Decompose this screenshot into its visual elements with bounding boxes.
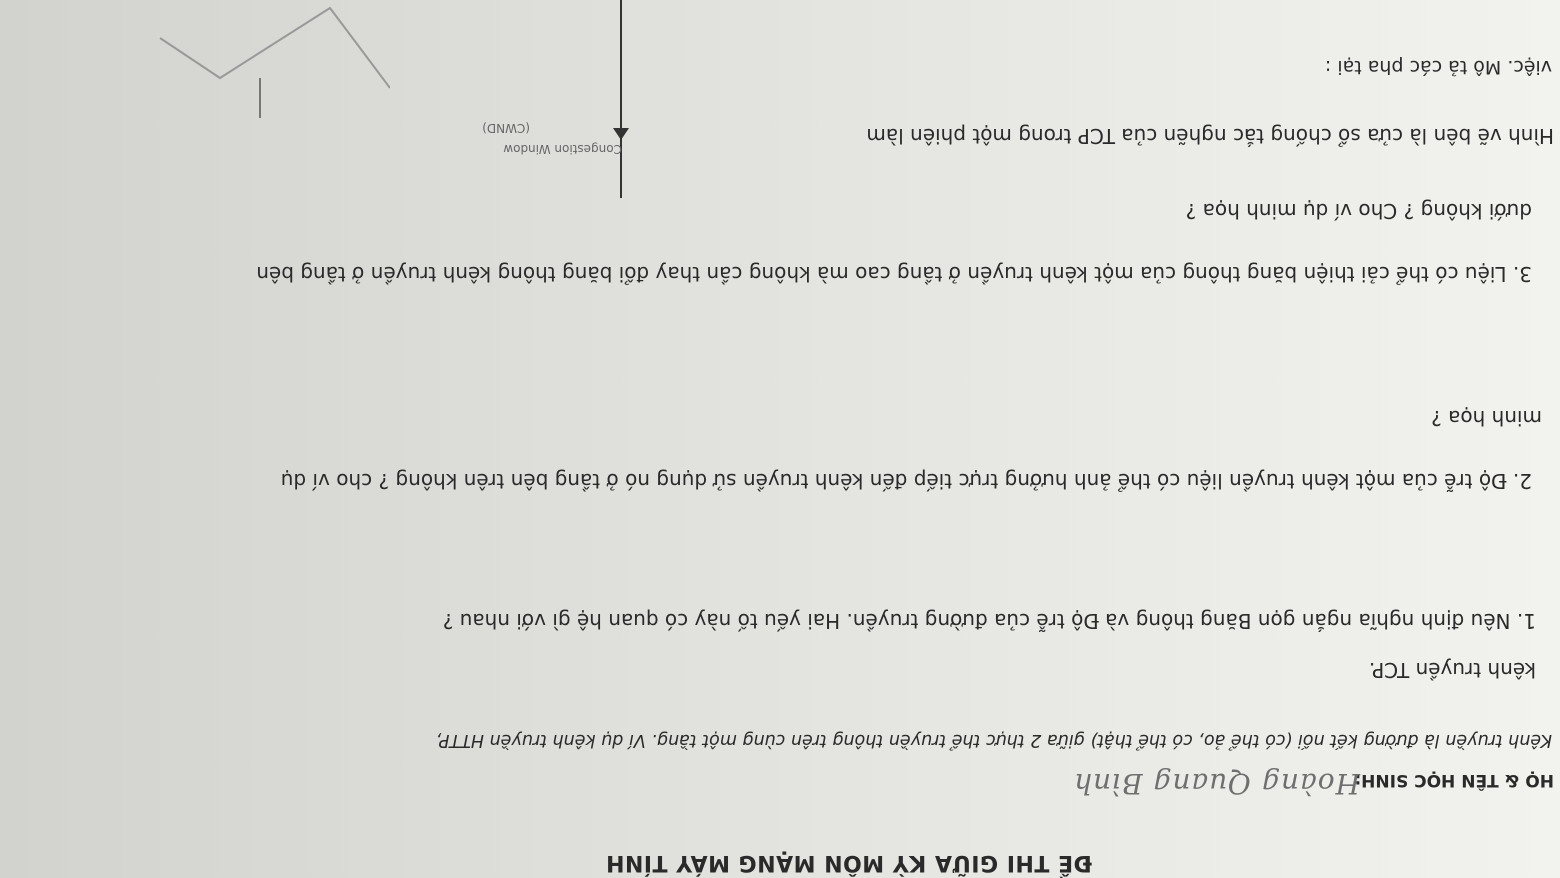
cwnd-axis-abbr: (CWND) (482, 121, 530, 135)
cwnd-curve (10, 0, 390, 118)
question-2-continued: minh họa ? (1431, 406, 1542, 430)
student-name-label: HỌ & TÊN HỌC SINH: (1354, 770, 1554, 790)
question-1: 1. Nêu định nghĩa ngắn gọn Băng thông và Độ trễ của đường truyền. Hai yếu tố này có quan hệ gì với nhau ? (442, 609, 1536, 633)
cwnd-axis (620, 0, 622, 198)
student-name-handwriting: Hoàng Quang Bình (1073, 767, 1360, 800)
exam-title: ĐỀ THI GIỮA KỲ MÔN MẠNG MÁY TÍNH (605, 850, 1092, 875)
question-4: Hình vẽ bên là cửa sổ chống tắc nghẽn của TCP trong một phiên làm (866, 124, 1554, 148)
intro-line-2: kênh truyền TCP. (1368, 658, 1536, 682)
question-4-continued: việc. Mô tả các pha tại : (1324, 56, 1552, 78)
question-3-continued: dưới không ? Cho ví dụ minh họa ? (1185, 199, 1532, 223)
question-3: 3. Liệu có thể cải thiện băng thông của một kênh truyền ở tầng cao mà không cần thay đổi băng thông kênh truyền ở tầng bên (256, 262, 1532, 286)
cwnd-axis-label: Congestion Window (503, 142, 622, 156)
axis-arrow-icon (613, 128, 629, 140)
intro-line-1: Kênh truyền là đường kết nối (có thể ảo, có thể thật) giữa 2 thực thể truyền thông trên cùng một tầng. Ví dụ kênh truyền HTTP, (435, 730, 1552, 750)
question-2: 2. Độ trễ của một kênh truyền liệu có thể ảnh hưởng trực tiếp đến kênh truyền sử dụng nó ở tầng bên trên không ? cho ví dụ (280, 469, 1532, 493)
